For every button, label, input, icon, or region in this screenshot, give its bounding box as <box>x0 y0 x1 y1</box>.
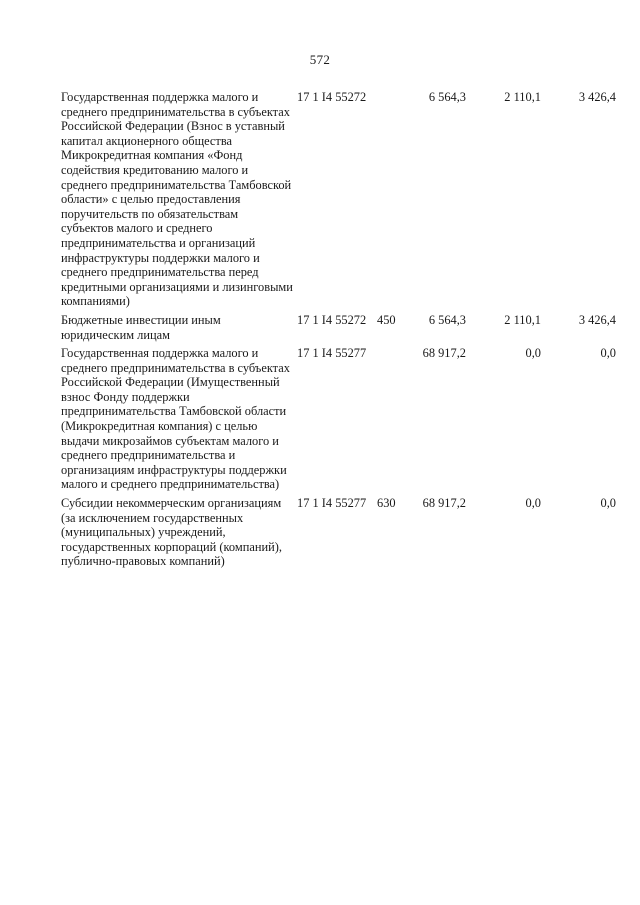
table-row <box>0 90 640 309</box>
row-amount-3: 0,0 <box>600 496 616 511</box>
row-target-code: 17 1 I4 55277 <box>297 496 367 511</box>
row-amount-1: 68 917,2 <box>422 346 466 361</box>
row-amount-2: 2 110,1 <box>504 312 541 327</box>
row-amount-3: 3 426,4 <box>578 312 616 327</box>
row-name: Субсидии некоммерческим организациям (за исключением государственных (муниципальных) учреждений, государственных корпораций (компаний), публично-правовых компаний) <box>61 496 282 569</box>
table-row <box>0 313 640 342</box>
row-amount-1: 6 564,3 <box>428 90 466 104</box>
row-amount-2: 2 110,1 <box>504 90 541 104</box>
row-amount-2: 0,0 <box>525 346 541 361</box>
row-amount-3: 3 426,4 <box>578 90 616 104</box>
row-expense-type: 450 <box>377 312 396 327</box>
budget-table <box>0 90 640 569</box>
page-number: 572 <box>309 52 331 67</box>
table-row <box>0 346 640 492</box>
row-name: Бюджетные инвестиции иным юридическим лицам <box>61 312 221 342</box>
row-amount-2: 0,0 <box>525 496 541 511</box>
row-target-code: 17 1 I4 55272 <box>297 312 367 327</box>
table-row <box>0 496 640 569</box>
row-name: Государственная поддержка малого и среднего предпринимательства в субъектах Российской Федерации (Взнос в уставный капитал акционерного общества Микрокредитная компания «Фонд содействия кредитованию малого и среднего предпринимательства Тамбовской области» с целью предоставления поручительств по обязательствам субъектов малого и среднего предпринимательства и организаций инфраструктуры поддержки малого и среднего предпринимательства перед кредитными организациями и лизинговыми компаниями) <box>61 90 293 309</box>
row-amount-1: 6 564,3 <box>428 312 466 327</box>
row-amount-1: 68 917,2 <box>422 496 466 511</box>
row-amount-3: 0,0 <box>600 346 616 361</box>
row-target-code: 17 1 I4 55277 <box>297 346 367 361</box>
row-target-code: 17 1 I4 55272 <box>297 90 367 104</box>
row-name: Государственная поддержка малого и среднего предпринимательства в субъектах Российской Федерации (Имущественный взнос Фонду поддержки предпринимательства Тамбовской области (Микрокредитная компания) с целью выдачи микрозаймов субъектам малого и среднего предпринимательства и организациям инфраструктуры поддержки малого и среднего предпринимательства) <box>61 346 290 492</box>
row-expense-type: 630 <box>377 496 396 511</box>
